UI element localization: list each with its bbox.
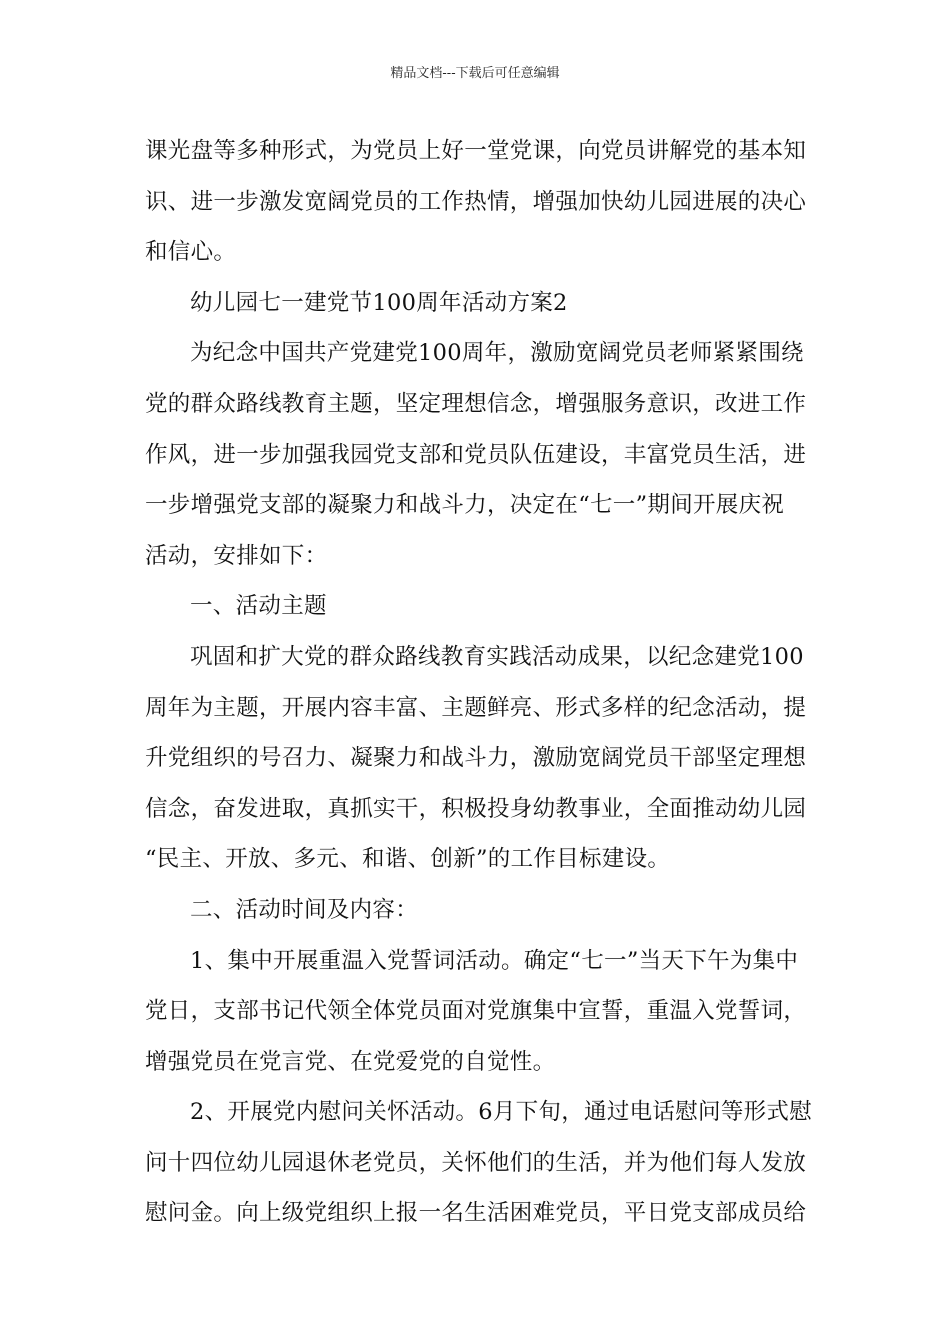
document-body	[145, 126, 813, 1239]
text-line: 党的群众路线教育主题，坚定理想信念，增强服务意识，改进工作	[145, 390, 807, 417]
text-line: 和信心。	[145, 239, 237, 266]
text-line: 党日，支部书记代领全体党员面对党旗集中宣誓，重温入党誓词，	[145, 998, 807, 1025]
text-line: 增强党员在党言党、在党爱党的自觉性。	[145, 1048, 556, 1075]
text-line: 周年为主题，开展内容丰富、主题鲜亮、形式多样的纪念活动，提	[145, 694, 807, 721]
section-heading: 一、活动主题	[190, 593, 327, 620]
text-line: 1、集中开展重温入党誓词活动。确定“七一”当天下午为集中	[190, 947, 799, 974]
text-line: 活动，安排如下：	[145, 542, 328, 569]
text-line: 升党组织的号召力、凝聚力和战斗力，激励宽阔党员干部坚定理想	[145, 745, 807, 772]
text-line: 识、进一步激发宽阔党员的工作热情，增强加快幼儿园进展的决心	[145, 188, 807, 215]
section-heading: 二、活动时间及内容：	[190, 896, 419, 923]
text-line: 一步增强党支部的凝聚力和战斗力，决定在“七一”期间开展庆祝	[145, 492, 785, 519]
page-header: 精品文档---下载后可任意编辑	[390, 66, 560, 81]
text-line: 慰问金。向上级党组织上报一名生活困难党员，平日党支部成员给	[145, 1200, 807, 1227]
text-line: 信念，奋发进取，真抓实干，积极投身幼教事业，全面推动幼儿园	[145, 795, 807, 822]
text-line: 为纪念中国共产党建党100周年，激励宽阔党员老师紧紧围绕	[190, 340, 804, 367]
text-line: 问十四位幼儿园退休老党员，关怀他们的生活，并为他们每人发放	[145, 1149, 807, 1176]
text-line: “民主、开放、多元、和谐、创新”的工作目标建设。	[145, 846, 671, 873]
text-line: 2、开展党内慰问关怀活动。6月下旬，通过电话慰问等形式慰	[190, 1099, 813, 1126]
text-line: 课光盘等多种形式，为党员上好一堂党课，向党员讲解党的基本知	[145, 138, 807, 164]
text-line: 巩固和扩大党的群众路线教育实践活动成果，以纪念建党100	[190, 643, 804, 670]
text-line: 作风，进一步加强我园党支部和党员队伍建设，丰富党员生活，进	[145, 441, 807, 468]
section-title: 幼儿园七一建党节100周年活动方案2	[190, 289, 568, 316]
